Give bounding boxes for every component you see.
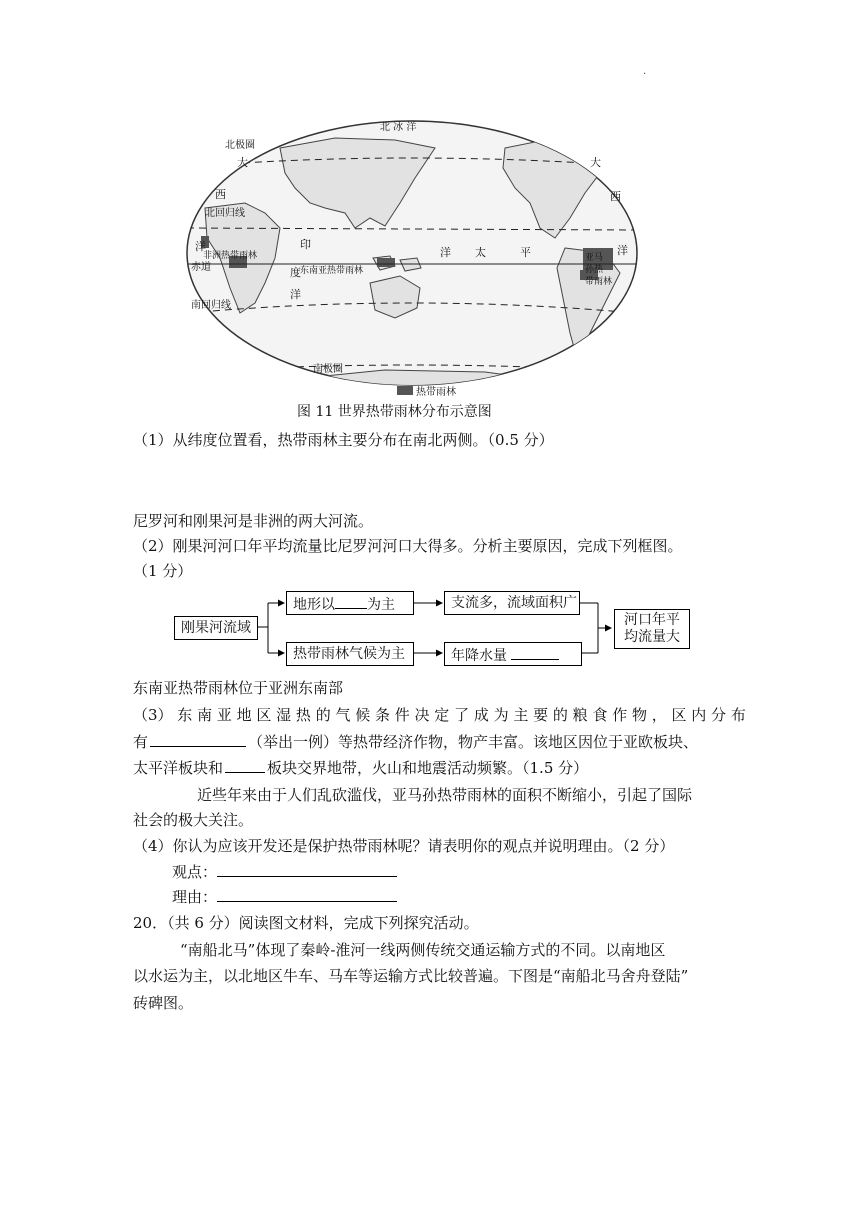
question-3-line2 xyxy=(133,732,698,752)
label-pacific-ping: 平 xyxy=(520,246,531,259)
label-amazon-3: 带雨林 xyxy=(585,277,613,287)
flow-result-box xyxy=(614,609,690,649)
flow-result-line2: 均流量大 xyxy=(624,629,680,645)
label-tropic-capricorn: 南回归线 xyxy=(191,300,231,311)
flow-terrain-box xyxy=(286,591,414,615)
question-2-line1: （2）刚果河河口年平均流量比尼罗河河口大得多。分析主要原因，完成下列框图。 xyxy=(133,537,683,555)
question-3-line3-b: 板块交界地带，火山和地震活动频繁。（1.5 分） xyxy=(267,759,589,777)
label-amazon-1: 亚马 xyxy=(585,253,604,263)
flow-precip-blank[interactable] xyxy=(511,645,559,660)
flow-start-box: 刚果河流域 xyxy=(174,616,258,640)
question-1: （1）从纬度位置看，热带雨林主要分布在南北两侧。（0.5 分） xyxy=(133,431,554,449)
question-3-line2-b: （举出一例）等热带经济作物，物产丰富。该地区因位于亚欧板块、 xyxy=(248,733,699,751)
flow-tributary-box: 支流多，流域面积广 xyxy=(444,591,580,615)
flow-terrain-after: 为主 xyxy=(367,597,395,613)
label-xi-east: 西 xyxy=(610,190,621,203)
intro-rivers: 尼罗河和刚果河是非洲的两大河流。 xyxy=(133,512,374,530)
label-yang-west: 洋 xyxy=(195,240,206,253)
plate-blank[interactable] xyxy=(225,758,265,773)
map-svg xyxy=(185,108,640,398)
label-se-asia-rainforest: 东南亚热带雨林 xyxy=(300,266,364,276)
flow-terrain-before: 地形以 xyxy=(293,597,335,613)
flow-terrain-blank[interactable] xyxy=(335,594,367,609)
label-da: 大 xyxy=(237,156,248,169)
label-equator: 赤道 xyxy=(191,262,211,273)
flow-precip-box xyxy=(444,642,582,666)
figure-caption: 图 11 世界热带雨林分布示意图 xyxy=(297,404,492,420)
q4-view-blank[interactable] xyxy=(217,862,397,877)
label-xi: 西 xyxy=(215,188,226,201)
label-africa-rainforest: 非洲热带雨林 xyxy=(203,251,258,261)
question-2-line2: （1 分） xyxy=(133,562,193,580)
flow-climate-box: 热带雨林气候为主 xyxy=(286,642,414,666)
label-yang-east: 洋 xyxy=(617,244,628,257)
q4-reason-row xyxy=(172,887,397,907)
question-4: （4）你认为应该开发还是保护热带雨林呢？请表明你的观点并说明理由。（2 分） xyxy=(133,837,675,855)
question-20-para2: 以水运为主，以北地区牛车、马车等运输方式比较普遍。下图是“南船北马舍舟登陆” xyxy=(133,967,689,985)
flow-result-line1: 河口年平 xyxy=(624,612,680,628)
question-3-line3-a: 太平洋板块和 xyxy=(133,759,224,777)
question-20-title: 20．（共 6 分）阅读图文材料，完成下列探究活动。 xyxy=(133,914,479,932)
label-indian-du: 度 xyxy=(290,266,301,279)
flow-precip-label: 年降水量 xyxy=(451,648,507,664)
world-rainforest-map xyxy=(185,108,640,398)
amazon-line2: 社会的极大关注。 xyxy=(133,811,254,829)
question-20-para1: “南船北马”体现了秦岭-淮河一线两侧传统交通运输方式的不同。以南地区 xyxy=(180,941,666,959)
label-arctic-ocean: 北 冰 洋 xyxy=(380,122,417,133)
label-arctic-circle: 北极圈 xyxy=(225,140,255,151)
label-indian-yin: 印 xyxy=(300,238,311,251)
q4-view-row xyxy=(172,862,397,882)
q4-reason-blank[interactable] xyxy=(217,887,397,902)
legend-swatch xyxy=(397,386,413,395)
label-da-east: 大 xyxy=(590,156,601,169)
label-amazon-2: 孙热 xyxy=(585,265,604,275)
q4-view-label: 观点： xyxy=(172,863,218,881)
amazon-line1: 近些年来由于人们乱砍滥伐，亚马孙热带雨林的面积不断缩小，引起了国际 xyxy=(197,786,693,804)
label-pacific-yang: 洋 xyxy=(440,246,451,259)
legend-label: 热带雨林 xyxy=(416,387,456,398)
se-asia-line: 东南亚热带雨林位于亚洲东南部 xyxy=(133,679,344,697)
question-3-line2-a: 有 xyxy=(133,733,149,751)
question-3-line3 xyxy=(133,758,588,778)
page-mark: . xyxy=(643,66,647,77)
label-tropic-cancer: 北回归线 xyxy=(205,208,245,219)
label-indian-yang: 洋 xyxy=(290,288,301,301)
question-20-para3: 砖碑图。 xyxy=(133,994,194,1012)
flowchart xyxy=(170,585,700,670)
q4-reason-label: 理由： xyxy=(172,888,218,906)
question-3-line1: （3） 东 南 亚 地 区 湿 热 的 气 候 条 件 决 定 了 成 为 主 要 的 粮 食 作 物 ， 区 内 分 布 xyxy=(133,706,746,724)
label-antarctic-circle: 南极圈 xyxy=(313,364,343,375)
label-pacific-tai: 太 xyxy=(475,246,486,259)
crop-blank[interactable] xyxy=(150,732,246,747)
